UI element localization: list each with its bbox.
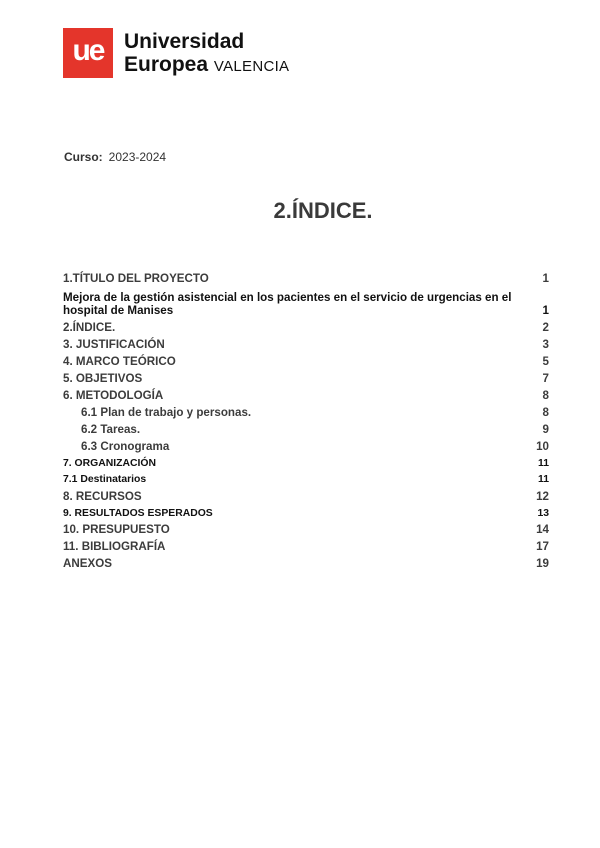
toc-entry[interactable] <box>63 406 549 419</box>
toc-entry-title: 6.2 Tareas. <box>81 423 141 436</box>
university-logo-mark <box>63 28 113 78</box>
toc-entry-page: 1 <box>542 272 549 285</box>
toc-entry[interactable] <box>63 321 549 334</box>
toc-entry-title: 11. BIBLIOGRAFÍA <box>63 540 166 553</box>
toc-entry-page: 10 <box>536 440 549 453</box>
toc-entry-title: 2.ÍNDICE. <box>63 321 116 334</box>
toc-entry[interactable] <box>63 523 549 536</box>
table-of-contents <box>63 272 549 570</box>
logo-europea: Europea <box>124 53 209 76</box>
toc-entry[interactable] <box>63 355 549 368</box>
university-logo-wordmark <box>124 30 289 78</box>
toc-entry[interactable] <box>63 507 549 520</box>
course-label: Curso: <box>64 150 103 164</box>
toc-entry-page: 19 <box>536 557 549 570</box>
course-line <box>64 150 166 164</box>
toc-entry[interactable] <box>63 490 549 503</box>
logo-line-europea <box>124 53 289 78</box>
toc-entry-title: 1.TÍTULO DEL PROYECTO <box>63 272 209 285</box>
toc-entry-page: 7 <box>542 372 549 385</box>
course-value: 2023-2024 <box>108 150 167 164</box>
toc-entry[interactable] <box>63 540 549 553</box>
toc-entry[interactable] <box>63 473 549 486</box>
toc-entry-page: 17 <box>536 540 549 553</box>
toc-entry-title: 3. JUSTIFICACIÓN <box>63 338 165 351</box>
toc-entry-title: 7. ORGANIZACIÓN <box>63 458 156 469</box>
toc-entry-page: 13 <box>537 508 549 519</box>
toc-entry[interactable] <box>63 457 549 470</box>
page-title: 2.ÍNDICE. <box>273 198 373 223</box>
toc-entry[interactable] <box>63 440 549 453</box>
toc-entry-page: 8 <box>542 406 549 419</box>
toc-entry-title: 6.3 Cronograma <box>81 440 170 453</box>
toc-entry-page: 11 <box>538 474 549 485</box>
toc-entry-title: ANEXOS <box>63 557 112 570</box>
toc-entry-page: 14 <box>536 523 549 536</box>
toc-entry-page: 2 <box>542 321 549 334</box>
toc-entry-title: 7.1 Destinatarios <box>63 474 147 485</box>
toc-entry-page: 1 <box>542 304 549 317</box>
toc-entry-title: 10. PRESUPUESTO <box>63 523 170 536</box>
toc-entry-title: 6. METODOLOGÍA <box>63 389 164 402</box>
toc-entry-page: 9 <box>542 423 549 436</box>
toc-entry-title: 5. OBJETIVOS <box>63 372 143 385</box>
toc-entry[interactable] <box>63 423 549 436</box>
logo-mark-text: ue <box>72 34 104 67</box>
toc-entry-page: 12 <box>536 490 549 503</box>
toc-entry-page: 8 <box>542 389 549 402</box>
toc-entry-page: 11 <box>538 458 549 469</box>
logo-line-universidad: Universidad <box>124 30 245 53</box>
toc-entry-title: Mejora de la gestión asistencial en los pacientes en el servicio de urgencias en el hospital de Manises <box>63 291 512 317</box>
toc-entry[interactable] <box>63 557 549 570</box>
toc-entry-page: 5 <box>542 355 549 368</box>
toc-entry-title: 4. MARCO TEÓRICO <box>63 355 176 368</box>
toc-entry[interactable] <box>63 338 549 351</box>
toc-entry-title: 9. RESULTADOS ESPERADOS <box>63 508 213 519</box>
toc-entry-page: 3 <box>542 338 549 351</box>
toc-entry[interactable] <box>63 291 549 317</box>
toc-entry-title: 6.1 Plan de trabajo y personas. <box>81 406 252 419</box>
logo-city: VALENCIA <box>213 58 290 75</box>
toc-entry-title: 8. RECURSOS <box>63 490 142 503</box>
toc-entry[interactable] <box>63 389 549 402</box>
toc-entry[interactable] <box>63 372 549 385</box>
toc-entry[interactable] <box>63 272 549 285</box>
